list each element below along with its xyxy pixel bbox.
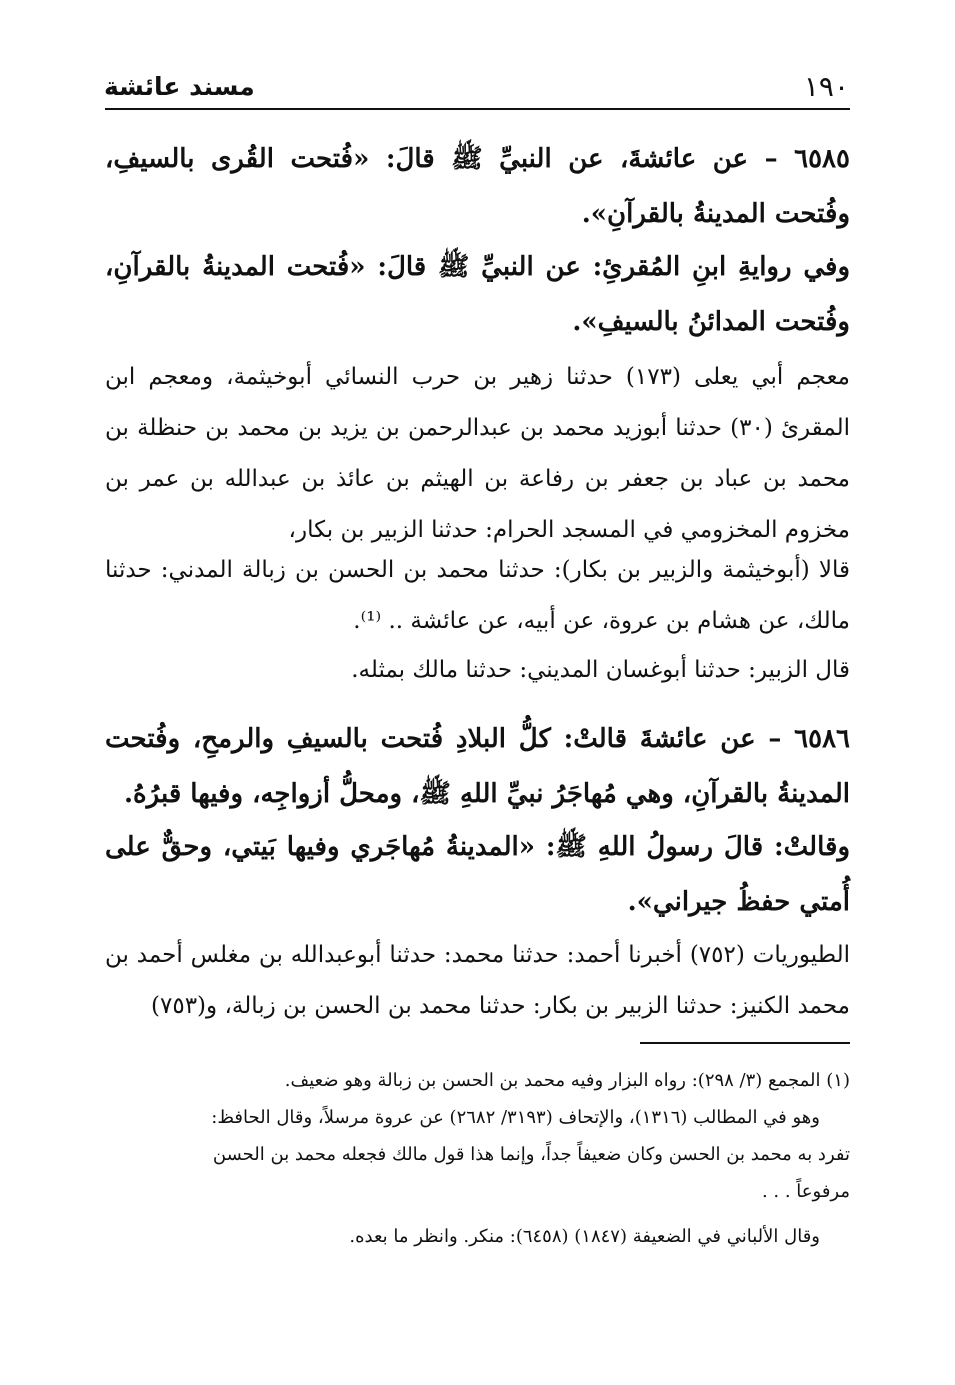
sanad-text: قال الزبير: حدثنا أبوغسان المديني: حدثنا مالك بمثله. [351, 657, 850, 683]
footnote-1-line-5: وقال الألباني في الضعيفة (١٨٤٧) (٦٤٥٨): منكر. وانظر ما بعده. [349, 1226, 820, 1247]
hadith-text: – عن عائشةَ قالتْ: كلُّ البلادِ فُتحت بالسيفِ والرمحِ، وفُتحت المدينةُ بالقرآنِ، وهي مُهاجَرُ نبيِّ اللهِ ﷺ، ومحلُّ أزواجِه، وفيها قبرُهُ. [105, 724, 850, 809]
hadith-6586 [105, 712, 850, 822]
riwaya-ibn-muqri [105, 240, 850, 350]
footnote-1-line-3: تفرد به محمد بن الحسن وكان ضعيفاً جداً، وإنما هذا قول مالك فجعله محمد بن الحسن [212, 1144, 850, 1165]
page-header [100, 68, 855, 108]
sanad-text: معجم أبي يعلى (١٧٣) حدثنا زهير بن حرب النسائي أبوخيثمة، ومعجم ابن المقرئ (٣٠) حدثنا أبوزيد محمد بن عبدالرحمن بن يزيد بن محمد بن حنظلة بن محمد بن عباد بن جعفر بن رفاعة بن الهيثم بن عائذ بن عبدالله بن عمر بن مخزوم المخزومي في المسجد الحرام: حدثنا الزبير بن بكار، [105, 364, 850, 543]
sanad-paragraph-1 [105, 352, 850, 556]
page-number: ١٩٠ [803, 70, 849, 103]
running-title: مسند عائشة [104, 72, 255, 101]
sanad-paragraph-3 [105, 645, 850, 696]
footnote-1-line-1: (١) المجمع (٣/ ٢٩٨): رواه البزار وفيه محمد بن الحسن بن زبالة وهو ضعيف. [284, 1070, 850, 1091]
sanad-text: الطيوريات (٧٥٢) أخبرنا أحمد: حدثنا محمد: حدثنا أبوعبدالله بن مغلس أحمد بن محمد الكنيز: حدثنا الزبير بن بكار: حدثنا محمد بن الحسن بن زبالة، و(٧٥٣) [105, 942, 850, 1019]
qalat-paragraph [105, 820, 850, 930]
riwaya-text: وفي روايةِ ابنِ المُقرئِ: عن النبيِّ ﷺ قالَ: «فُتحت المدينةُ بالقرآنِ، وفُتحت المدائنُ بالسيفِ». [105, 252, 850, 337]
header-divider [105, 108, 850, 110]
footnote-1-line-2: وهو في المطالب (١٣١٦)، والإتحاف (٣١٩٣/ ٢٦٨٢) عن عروة مرسلاً، وقال الحافظ: [211, 1107, 820, 1128]
sanad-paragraph-2 [105, 545, 850, 647]
qalat-text: وقالتْ: قالَ رسولُ اللهِ ﷺ: «المدينةُ مُهاجَري وفيها بَيتي، وحقٌّ على أُمتي حفظُ جيراني». [105, 832, 850, 917]
hadith-6585 [105, 132, 850, 242]
footnote-1-line-4: مرفوعاً . . . [761, 1181, 850, 1202]
sanad-paragraph-4 [105, 930, 850, 1032]
hadith-number: ٦٥٨٦ [794, 724, 850, 754]
hadith-text: – عن عائشةَ، عن النبيِّ ﷺ قالَ: «فُتحت القُرى بالسيفِ، وفُتحت المدينةُ بالقرآنِ». [105, 144, 850, 229]
hadith-number: ٦٥٨٥ [794, 144, 850, 174]
sanad-text: قالا (أبوخيثمة والزبير بن بكار): حدثنا محمد بن الحسن بن زبالة المدني: حدثنا مالك، عن هشام بن عروة، عن أبيه، عن عائشة .. ⁽¹⁾. [105, 557, 850, 634]
footnote-divider [640, 1042, 850, 1044]
